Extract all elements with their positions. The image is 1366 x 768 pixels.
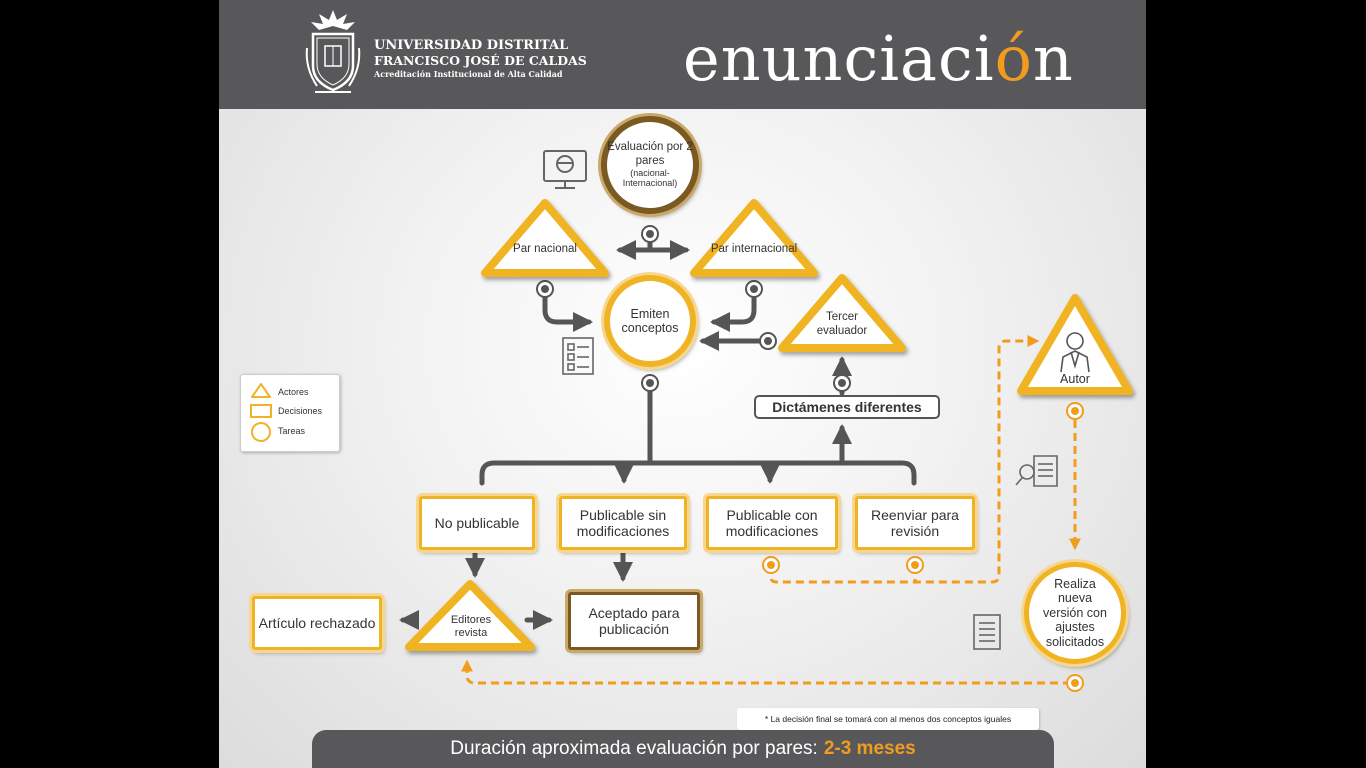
- footer-text: Duración aproximada evaluación por pares:: [450, 738, 818, 759]
- document-page-icon: [974, 615, 1000, 649]
- label-autor: Autor: [1060, 371, 1090, 386]
- decision-publicable-con: Publicable con modificaciones: [706, 496, 838, 550]
- dashed-nueva-version-editores: [467, 662, 1071, 683]
- legend-decisiones: Decisiones: [278, 406, 323, 416]
- label-editores: Editores revista: [450, 613, 492, 639]
- decision-reenviar: Reenviar para revisión: [855, 496, 975, 550]
- footer-duration: [312, 730, 1054, 768]
- decision-no-publicable: No publicable: [419, 496, 535, 550]
- evaluacion-subtitle: (nacional-Internacional): [622, 167, 678, 189]
- slide: [219, 0, 1146, 768]
- flow-diagram: [219, 0, 1146, 768]
- accreditation-text: Acreditación Institucional de Alta Calidad: [374, 69, 563, 79]
- task-emiten-conceptos: Emiten conceptos: [604, 275, 696, 367]
- checklist-icon: [563, 338, 593, 374]
- evaluacion-title: Evaluación por 2 pares: [607, 141, 693, 167]
- university-name-line1: UNIVERSIDAD DISTRITAL: [374, 38, 569, 53]
- legend-triangle-icon: [252, 384, 270, 397]
- label-tercer-evaluador: Tercer evaluador: [816, 311, 868, 337]
- legend-rectangle-icon: [251, 405, 271, 417]
- task-evaluacion-pares: [601, 116, 699, 214]
- document-search-icon: [1016, 456, 1057, 486]
- decision-articulo-rechazado: Artículo rechazado: [252, 596, 382, 650]
- decision-publicable-sin: Publicable sin modificaciones: [559, 496, 687, 550]
- decision-note: * La decisión final se tomará con al menos dos conceptos iguales: [737, 708, 1039, 730]
- task-nueva-version: Realiza nueva versión con ajustes solicitados: [1024, 562, 1126, 664]
- university-name-line2: FRANCISCO JOSÉ DE CALDAS: [374, 53, 587, 68]
- label-par-internacional: Par internacional: [710, 243, 798, 256]
- footer-duration-value: 2-3 meses: [823, 738, 916, 759]
- legend-circle-icon: [252, 423, 270, 441]
- dictamenes-diferentes: Dictámenes diferentes: [754, 395, 940, 419]
- legend-actores: Actores: [278, 387, 309, 397]
- legend: [240, 374, 340, 452]
- computer-monitor-icon: [544, 151, 586, 188]
- brand-title: enunciación: [683, 22, 1074, 95]
- legend-tareas: Tareas: [278, 426, 306, 436]
- connector-decision-bus: [482, 463, 914, 483]
- decision-aceptado: Aceptado para publicación: [568, 592, 700, 650]
- label-par-nacional: Par nacional: [513, 243, 577, 256]
